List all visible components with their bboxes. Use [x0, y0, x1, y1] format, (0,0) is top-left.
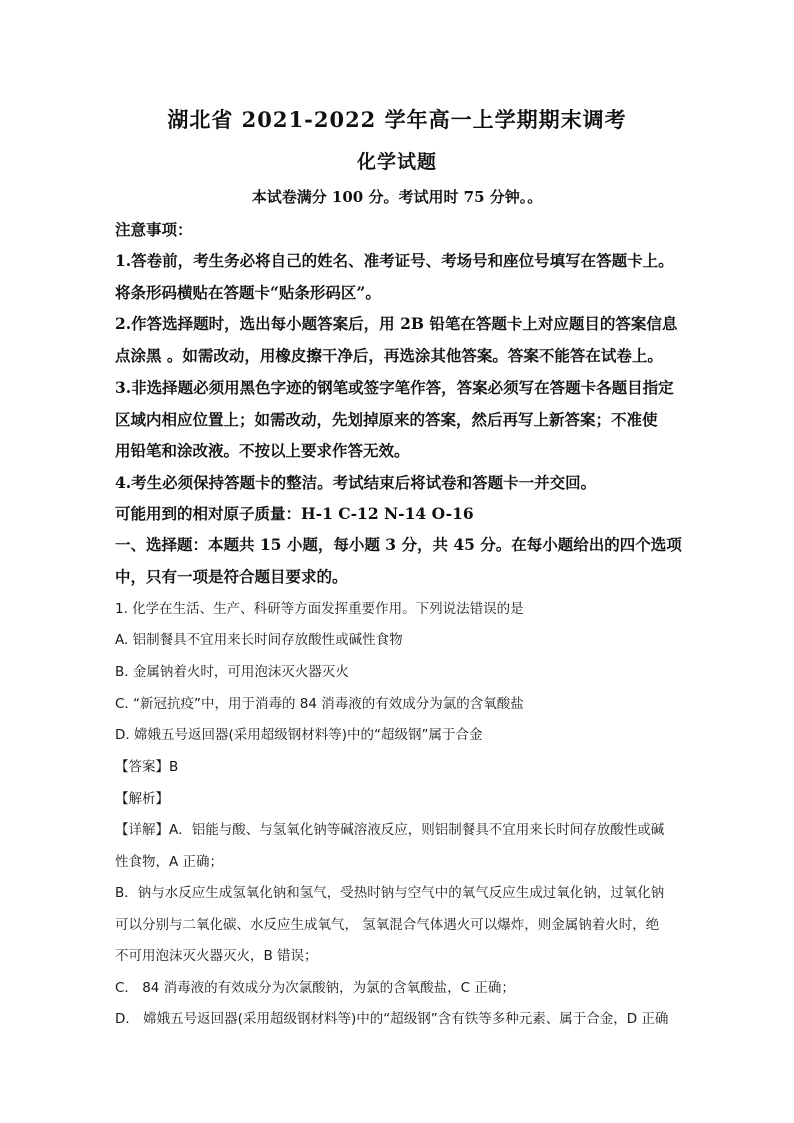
notes-line: 4.考生必须保持答题卡的整洁。考试结束后将试卷和答题卡一并交回。 — [115, 473, 597, 492]
detail-line: 不可用泡沫灭火器灭火，B 错误； — [115, 948, 318, 964]
subject-title: 化学试题 — [356, 151, 437, 173]
section-one-instructions: 中，只有一项是符合题目要求的。 — [115, 567, 348, 586]
exam-title: 湖北省 2021-2022 学年高一上学期期末调考 — [167, 107, 627, 132]
detail-line: C． 84 消毒液的有效成分为次氯酸钠，为氯的含氧酸盐，C 正确； — [115, 980, 515, 996]
detail-line: 可以分别与二氧化碳、水反应生成氧气， 氢氧混合气体遇火可以爆炸，则金属钠着火时，绝 — [115, 917, 660, 933]
exam-info: 本试卷满分 100 分。考试用时 75 分钟。。 — [251, 188, 543, 206]
notes-line: 3.非选择题必须用黑色字迹的钢笔或签字笔作答，答案必须写在答题卡各题目指定 — [115, 378, 674, 397]
question-stem: 1. 化学在生活、生产、科研等方面发挥重要作用。下列说法错误的是 — [115, 601, 524, 617]
detail-line: B．钠与水反应生成氢氧化钠和氢气，受热时钠与空气中的氧气反应生成过氧化钠，过氧化钠 — [115, 885, 665, 901]
notes-line: 区域内相应位置上；如需改动，先划掉原来的答案，然后再写上新答案；不准使 — [115, 410, 658, 429]
notes-line: 用铅笔和涂改液。不按以上要求作答无效。 — [115, 441, 410, 460]
notes-line: 将条形码横贴在答题卡“贴条形码区”。 — [115, 283, 381, 302]
option-b: B. 金属钠着火时，可用泡沫灭火器灭火 — [115, 664, 349, 680]
notes-line: 1.答卷前，考生务必将自己的姓名、准考证号、考场号和座位号填写在答题卡上。 — [115, 251, 674, 270]
section-one-instructions: 一、选择题：本题共 15 小题，每小题 3 分，共 45 分。在每小题给出的四个选项 — [115, 535, 682, 554]
atomic-masses: 可能用到的相对原子质量：H-1 C-12 N-14 O-16 — [115, 504, 474, 523]
option-c: C. “新冠抗疫”中，用于消毒的 84 消毒液的有效成分为氯的含氧酸盐 — [115, 696, 524, 712]
notes-line: 2.作答选择题时，选出每小题答案后，用 2B 铅笔在答题卡上对应题目的答案信息 — [115, 314, 678, 333]
detail-line: D． 嫦娥五号返回器(采用超级钢材料等)中的“超级钢”含有铁等多种元素、属于合金，D 正确 — [115, 1011, 669, 1027]
analysis-label: 【解析】 — [115, 791, 169, 807]
notes-heading: 注意事项： — [115, 220, 193, 239]
option-a: A. 铝制餐具不宜用来长时间存放酸性或碱性食物 — [115, 632, 403, 648]
option-d: D. 嫦娥五号返回器(采用超级钢材料等)中的“超级钢”属于合金 — [115, 727, 483, 743]
notes-line: 点涂黑 。如需改动，用橡皮擦干净后，再选涂其他答案。答案不能答在试卷上。 — [115, 346, 663, 365]
detail-line: 【详解】A．铝能与酸、与氢氧化钠等碱溶液反应，则铝制餐具不宜用来长时间存放酸性或碱 — [115, 822, 665, 838]
answer-label: 【答案】B — [115, 759, 179, 775]
detail-line: 性食物，A 正确； — [115, 854, 224, 870]
